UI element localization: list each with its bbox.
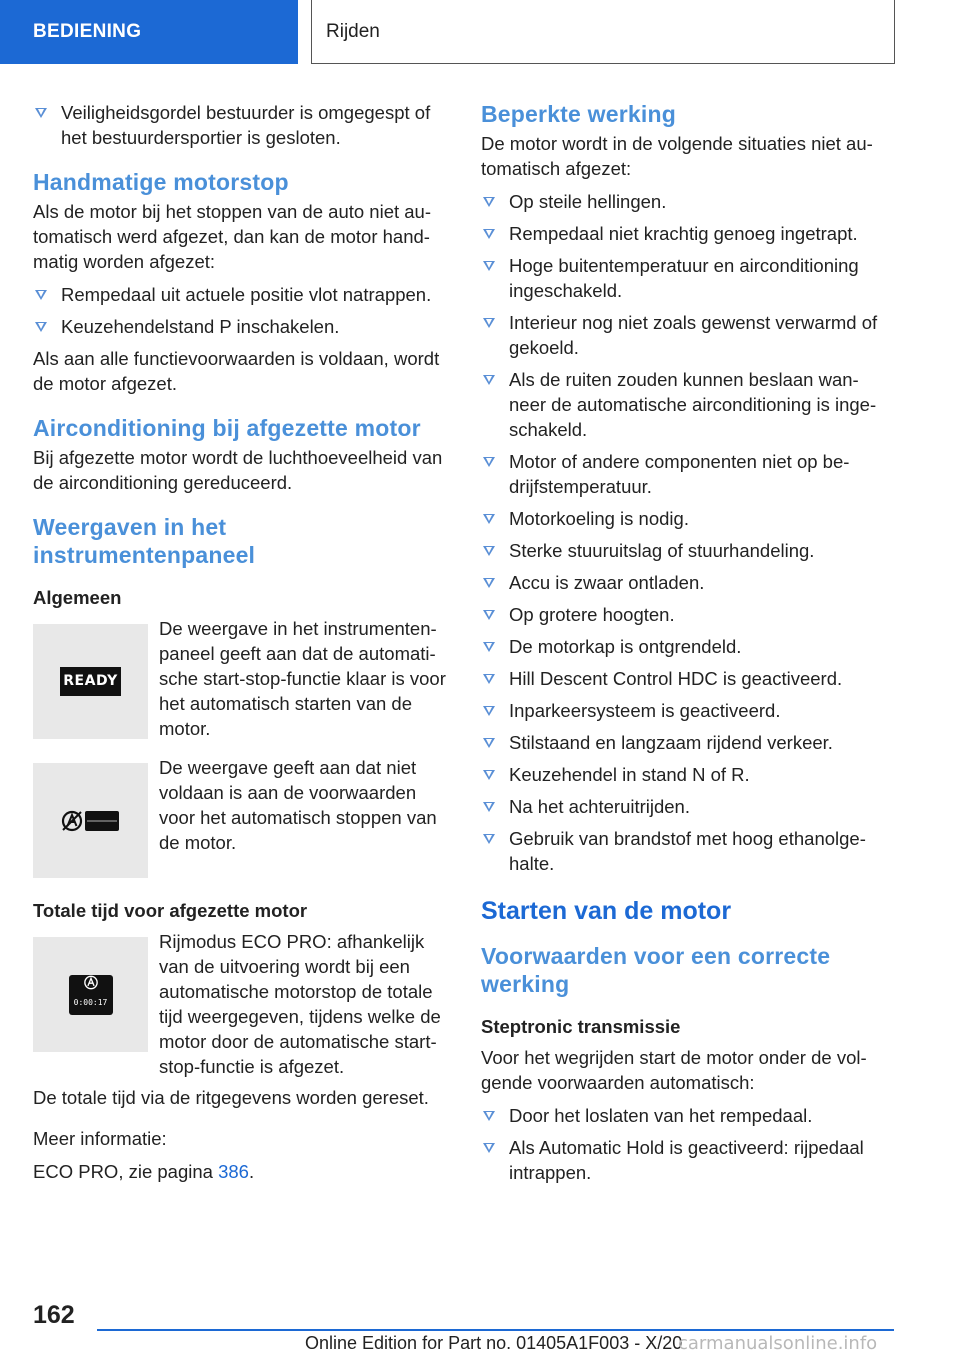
ready-label: READY (60, 667, 120, 696)
section-title: BEDIENING (33, 21, 142, 42)
list-item: Hoge buitentemperatuur en airconditioning ingeschakeld. (481, 253, 893, 303)
heading-manual-stop: Handmatige motorstop (33, 169, 289, 195)
left-column (33, 100, 447, 1192)
bullet-triangle-icon (483, 457, 495, 467)
bullet-triangle-icon (483, 229, 495, 239)
footer-divider (97, 1329, 894, 1331)
paragraph: De totale tijd via de ritgegevens worden gereset. (33, 1087, 429, 1108)
bullet-triangle-icon (483, 610, 495, 620)
list-item: Hill Descent Control HDC is geactiveerd. (481, 666, 893, 691)
paragraph: Meer informatie: (33, 1128, 167, 1149)
bullet-triangle-icon (483, 642, 495, 652)
heading-aircon: Airconditioning bij afgezette motor (33, 415, 421, 441)
list-item: Door het loslaten van het rempedaal. (481, 1103, 893, 1128)
heading-starting-engine: Starten van de motor (481, 897, 732, 925)
bullet-list-top (33, 100, 447, 150)
bullet-triangle-icon (483, 834, 495, 844)
chapter-tab (311, 0, 895, 64)
bullet-triangle-icon (35, 290, 47, 300)
bullet-triangle-icon (483, 738, 495, 748)
start-stop-off-image (33, 763, 148, 878)
figure-caption: Rijmodus ECO PRO: afhankelijk van de uitvoering wordt bij een automatische motorstop de totale tijd weergegeven, tijdens welke de motor door de automatische start-stop-functie is afgezet. (159, 931, 441, 1077)
bullet-triangle-icon (483, 1111, 495, 1121)
page-number: 162 (33, 1301, 75, 1329)
page-link[interactable]: 386 (218, 1161, 249, 1182)
paragraph: Bij afgezette motor wordt de luchthoeveelheid van de airconditioning gereduceerd. (33, 447, 443, 493)
bullet-triangle-icon (483, 674, 495, 684)
list-item: Rempedaal uit actuele positie vlot natrappen. (33, 282, 447, 307)
chapter-title: Rijden (326, 20, 380, 42)
list-item: Sterke stuuruitslag of stuurhandeling. (481, 538, 893, 563)
figure-start-stop-unavailable (33, 755, 447, 882)
list-item: Keuzehendelstand P inschakelen. (33, 314, 447, 339)
heading-conditions: Voorwaarden voor een correcte werking (481, 943, 831, 997)
bullet-triangle-icon (483, 197, 495, 207)
bullet-list-limited (481, 189, 893, 876)
section-tab (0, 0, 298, 64)
paragraph: Voor het wegrijden start de motor onder de vol-gende voorwaarden automatisch: (481, 1047, 867, 1093)
list-item: Als de ruiten zouden kunnen beslaan wan-neer de automatische airconditioning is inge-schakeld. (481, 367, 893, 442)
auto-start-stop-icon (80, 975, 102, 990)
figure-total-time (33, 929, 447, 1079)
paragraph: Als de motor bij het stoppen van de auto niet au-tomatisch werd afgezet, dan kan de motor hand-matig worden afgezet: (33, 201, 432, 272)
bullet-triangle-icon (35, 108, 47, 118)
figure-caption: De weergave in het instrumenten-paneel geeft aan dat de automati-sche start-stop-functie klaar is voor het automatisch starten van de motor. (159, 618, 446, 739)
bullet-triangle-icon (483, 802, 495, 812)
list-item: Veiligheidsgordel bestuurder is omgegespt of het bestuurdersportier is gesloten. (33, 100, 447, 150)
right-column (481, 100, 893, 1192)
list-item: Stilstaand en langzaam rijdend verkeer. (481, 730, 893, 755)
bullet-list-manual (33, 282, 447, 339)
bullet-list-steptronic (481, 1103, 893, 1185)
list-item: De motorkap is ontgrendeld. (481, 634, 893, 659)
bullet-triangle-icon (35, 322, 47, 332)
subheading-steptronic: Steptronic transmissie (481, 1016, 681, 1037)
figure-ready (33, 616, 447, 743)
bullet-triangle-icon (483, 318, 495, 328)
bullet-triangle-icon (483, 514, 495, 524)
list-item: Motorkoeling is nodig. (481, 506, 893, 531)
ready-indicator-image (33, 624, 148, 739)
bullet-triangle-icon (483, 770, 495, 780)
list-item: Interieur nog niet zoals gewenst verwarmd of gekoeld. (481, 310, 893, 360)
list-item: Rempedaal niet krachtig genoeg ingetrapt. (481, 221, 893, 246)
list-item: Op grotere hoogten. (481, 602, 893, 627)
subheading-general: Algemeen (33, 587, 122, 608)
bullet-triangle-icon (483, 546, 495, 556)
paragraph: Als aan alle functievoorwaarden is voldaan, wordt de motor afgezet. (33, 348, 440, 394)
timer-readout: 0:00:17 (73, 997, 108, 1007)
eco-timer-display (69, 975, 113, 1015)
heading-limited: Beperkte werking (481, 101, 676, 127)
bullet-triangle-icon (483, 706, 495, 716)
auto-start-stop-crossed-icon (61, 806, 121, 836)
list-item: Op steile hellingen. (481, 189, 893, 214)
list-item: Keuzehendel in stand N of R. (481, 762, 893, 787)
bullet-triangle-icon (483, 1143, 495, 1153)
figure-caption: De weergave geeft aan dat niet voldaan is aan de voorwaarden voor het automatisch stoppen van de motor. (159, 757, 437, 853)
list-item: Inparkeersysteem is geactiveerd. (481, 698, 893, 723)
watermark: carmanualsonline.info (678, 1333, 878, 1354)
bullet-triangle-icon (483, 375, 495, 385)
cross-reference: ECO PRO, zie pagina 386. (33, 1161, 255, 1182)
bullet-triangle-icon (483, 261, 495, 271)
list-item: Motor of andere componenten niet op be-drijfstemperatuur. (481, 449, 893, 499)
edition-label: Online Edition for Part no. 01405A1F003 - X/20 (305, 1333, 683, 1353)
subheading-total-time: Totale tijd voor afgezette motor (33, 900, 308, 921)
list-item: Als Automatic Hold is geactiveerd: rijpedaal intrappen. (481, 1135, 893, 1185)
list-item: Gebruik van brandstof met hoog ethanolge-halte. (481, 826, 893, 876)
list-item: Accu is zwaar ontladen. (481, 570, 893, 595)
eco-timer-image (33, 937, 148, 1052)
bullet-triangle-icon (483, 578, 495, 588)
list-item: Na het achteruitrijden. (481, 794, 893, 819)
heading-displays: Weergaven in het instrumentenpaneel (33, 514, 256, 568)
paragraph: De motor wordt in de volgende situaties niet au-tomatisch afgezet: (481, 133, 873, 179)
